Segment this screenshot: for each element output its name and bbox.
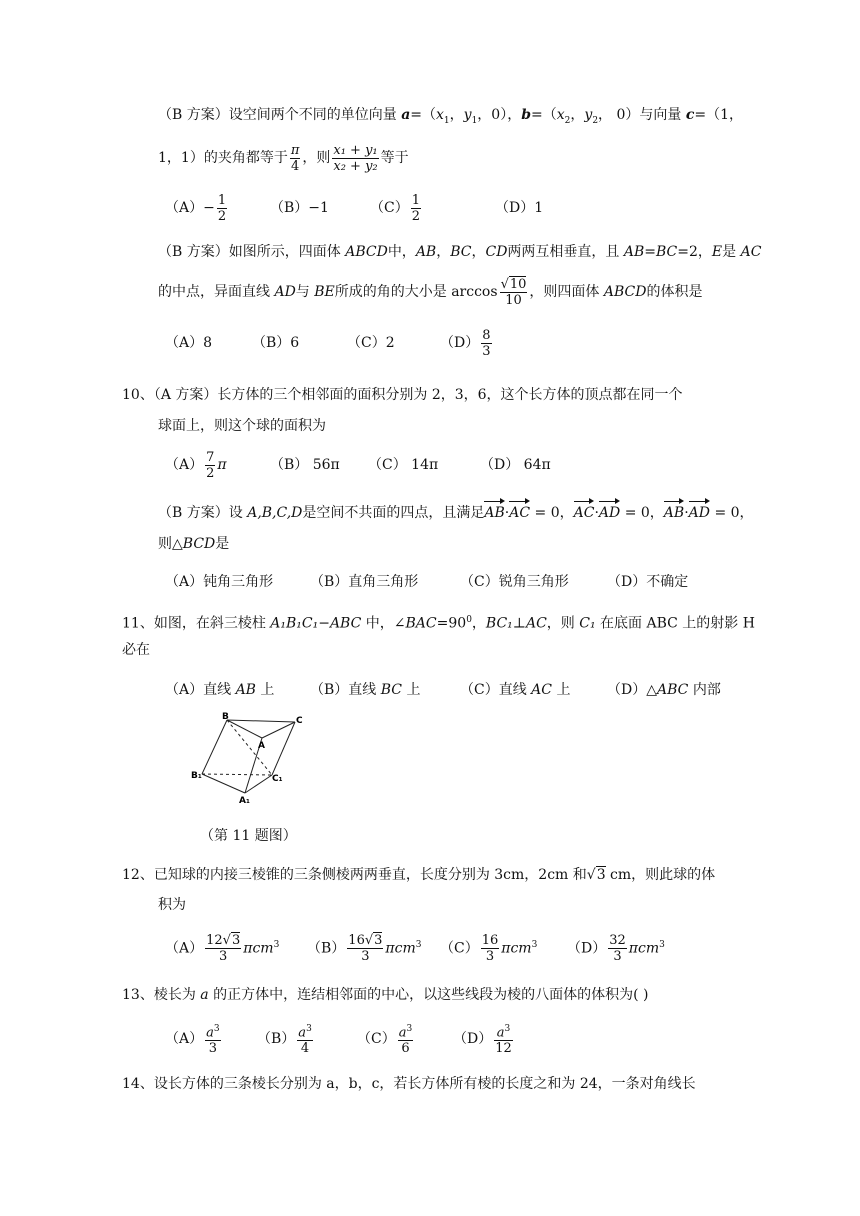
q9b2-option-d: （D） $\frac{8}{3}$	[440, 327, 491, 359]
q9b2-option-a: （A）8	[165, 335, 213, 351]
q9b2-option-c: （C）2	[347, 335, 395, 351]
q9b2-line2: 的中点，异面直线 AD与 BE所成的角的大小是 arccos $\frac{√10}{10}$ ，则四面体 ABCD的体积是	[158, 276, 703, 308]
q13-option-d: （D） $\frac{a^3}{12}$	[453, 1023, 512, 1057]
vector-ab: AB	[484, 505, 505, 521]
q13-option-b: （B） $\frac{a^3}{4}$	[257, 1023, 312, 1057]
q10b-line1: （B 方案）设 A,B,C,D是空间不共面的四点，且满足AB·AC = 0，AC·AD = 0，AB·AD = 0，	[158, 505, 754, 521]
q12-option-d: （D） $\frac{32}{3}$ πcm$^3$	[567, 933, 665, 965]
prism-figure	[185, 708, 315, 808]
q11-option-c: （C）直线 AC 上	[460, 682, 571, 698]
q12-line1: 12、已知球的内接三棱锥的三条侧棱两两垂直，长度分别为 3cm，2cm 和√3 cm，则此球的体	[122, 867, 716, 883]
q9b1-option-d: （D）1	[495, 200, 544, 216]
edge-cc1	[272, 722, 295, 775]
q10b-option-b: （B）直角三角形	[310, 574, 419, 590]
q9b1-option-a: （A）− $\frac{1}{2}$	[165, 192, 227, 224]
figure-caption: （第 11 题图）	[200, 828, 297, 844]
vector-ad: AD	[598, 505, 621, 521]
q12-option-a: （A） $\frac{12√3}{3}$ πcm$^3$	[165, 933, 280, 965]
edge-ac	[262, 722, 295, 738]
q9b2-option-b: （B）6	[252, 335, 300, 351]
fraction: $\frac{√10}{10}$	[500, 276, 527, 308]
fraction: $\frac{\text{x₁ + y₁}}{\text{x₂ + y₂}}$	[333, 142, 378, 174]
q9b1-line1: （B 方案）设空间两个不同的单位向量 $a=(x_1$，$y_1$，0），$b=(x_2$，$y_2$， 0）与向量 c=（1，	[158, 107, 744, 126]
q12-line2: 积为	[158, 897, 186, 913]
q9b1-option-c: （C） $\frac{1}{2}$	[370, 192, 420, 224]
vector-ad: AD	[688, 505, 710, 521]
edge-ba	[227, 720, 262, 738]
vector-ab: AB	[663, 505, 685, 521]
q11-line2: 必在	[122, 642, 150, 658]
edge-b1c1	[202, 774, 272, 775]
label-b: B	[222, 712, 229, 722]
q10b-line2: 则△BCD是	[158, 536, 230, 552]
q12-option-b: （B） $\frac{16√3}{3}$ πcm$^3$	[307, 933, 422, 965]
vector-ac: AC	[573, 505, 595, 521]
q11-option-a: （A）直线 AB 上	[165, 682, 275, 698]
q11-option-d: （D）△ABC 内部	[607, 682, 721, 698]
q12-option-c: （C） $\frac{16}{3}$ πcm$^3$	[440, 933, 538, 965]
q9b2-line1: （B 方案）如图所示，四面体 ABCD中，AB，BC，CD两两互相垂直，且 AB=BC=2，E是 AC	[158, 244, 762, 260]
q9b1-option-b: （B）−1	[270, 200, 329, 216]
q13-line1: 13、棱长为 a 的正方体中，连结相邻面的中心，以这些线段为棱的八面体的体积为( )	[122, 987, 649, 1003]
q10-line2: 球面上，则这个球的面积为	[158, 418, 326, 434]
label-a1: A₁	[239, 796, 250, 806]
label-c: C	[296, 716, 303, 726]
edge-bb1	[202, 720, 227, 774]
q14-line1: 14、设长方体的三条棱长分别为 a，b，c，若长方体所有棱的长度之和为 24，一条对角线长	[122, 1076, 696, 1092]
q11-line1: 11、如图，在斜三棱柱 A₁B₁C₁−ABC 中，$\angle BAC=90^0$，BC₁⊥AC，则 C₁ 在底面 ABC 上的射影 H	[122, 615, 755, 632]
q10-option-b: （B） 56π	[270, 457, 340, 473]
q10-option-a: （A） $\frac{7}{2}$ π	[165, 449, 227, 481]
q11-option-b: （B）直线 BC 上	[310, 682, 421, 698]
q10b-option-a: （A）钝角三角形	[165, 574, 274, 590]
edge-a1c1	[245, 775, 272, 793]
vector-ac: AC	[509, 505, 531, 521]
label-a: A	[258, 741, 265, 751]
edge-b1a1	[202, 774, 245, 793]
label-b1: B₁	[191, 771, 202, 781]
edge-bc	[227, 720, 295, 722]
q10-option-d: （D） 64π	[480, 457, 551, 473]
q10-option-c: （C） 14π	[368, 457, 439, 473]
fraction: $\frac{\pi}{4}$	[290, 142, 300, 174]
edge-bc1	[227, 720, 272, 775]
q10-line1: 10、（A 方案）长方体的三个相邻面的面积分别为 2，3，6，这个长方体的顶点都在同一个	[122, 387, 683, 403]
q13-option-c: （C） $\frac{a^3}{6}$	[357, 1023, 413, 1057]
q10b-option-c: （C）锐角三角形	[460, 574, 569, 590]
label-c1: C₁	[272, 774, 283, 784]
q10b-option-d: （D）不确定	[607, 574, 689, 590]
q9b1-line2: 1，1）的夹角都等于 $\frac{\pi}{4}$ ，则 $\frac{\text{x₁ + y₁}}{\text{x₂ + y₂}}$ 等于	[158, 142, 409, 174]
q13-option-a: （A） $\frac{a^3}{3}$	[165, 1023, 220, 1057]
